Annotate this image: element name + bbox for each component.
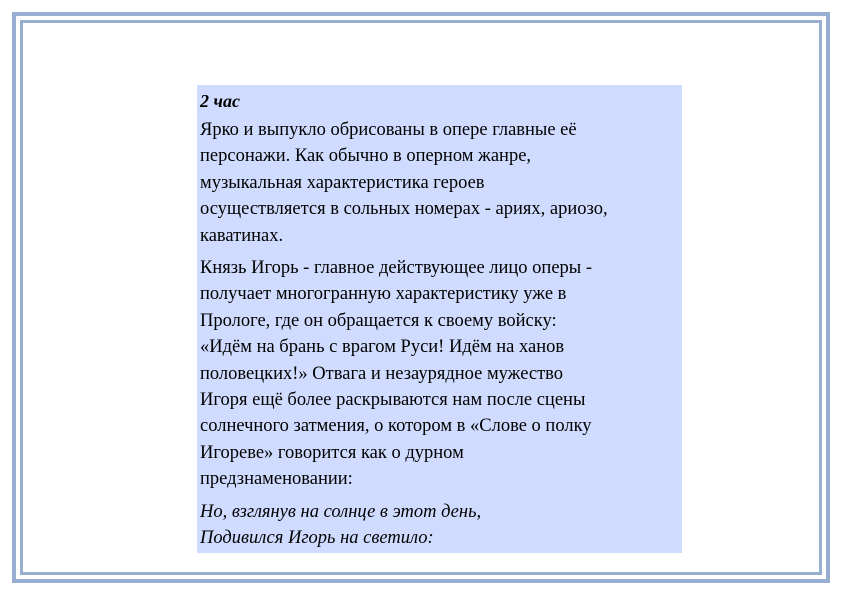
text-line: каватинах. [200,225,284,246]
verse-line: Но, взглянув на солнце в этот день, [200,501,482,522]
text-line: получает многогранную характеристику уже в [200,284,567,305]
text-line: музыкальная характеристика героев [200,172,485,193]
text-line: Ярко и выпукло обрисованы в опере главные её [200,120,577,140]
text-line: солнечного затмения, о котором в «Слове о полку [200,416,592,437]
text-line: осуществляется в сольных номерах - ариях, ариозо, [200,199,608,220]
paragraph-igor [200,255,679,493]
paragraph-intro [200,117,679,249]
text-line: персонажи. Как обычно в оперном жанре, [200,146,532,167]
text-line: половецких!» Отвага и незаурядное мужество [200,363,564,384]
hour-label: 2 час [200,91,240,111]
text-line: «Идём на брань с врагом Руси! Идём на ханов [200,337,565,358]
text-line: Игоря ещё более раскрываются нам после сцены [200,390,586,411]
text-line: предзнаменовании: [200,469,353,490]
text-line: Князь Игорь - главное действующее лицо оперы - [200,258,593,279]
text-line: Прологе, где он обращается к своему войску: [200,310,557,331]
verse-quote [200,499,679,552]
text-line: Игореве» говорится как о дурном [200,442,464,463]
slide-text-box [197,85,682,553]
verse-line: Подивился Игорь на светило: [200,528,434,549]
